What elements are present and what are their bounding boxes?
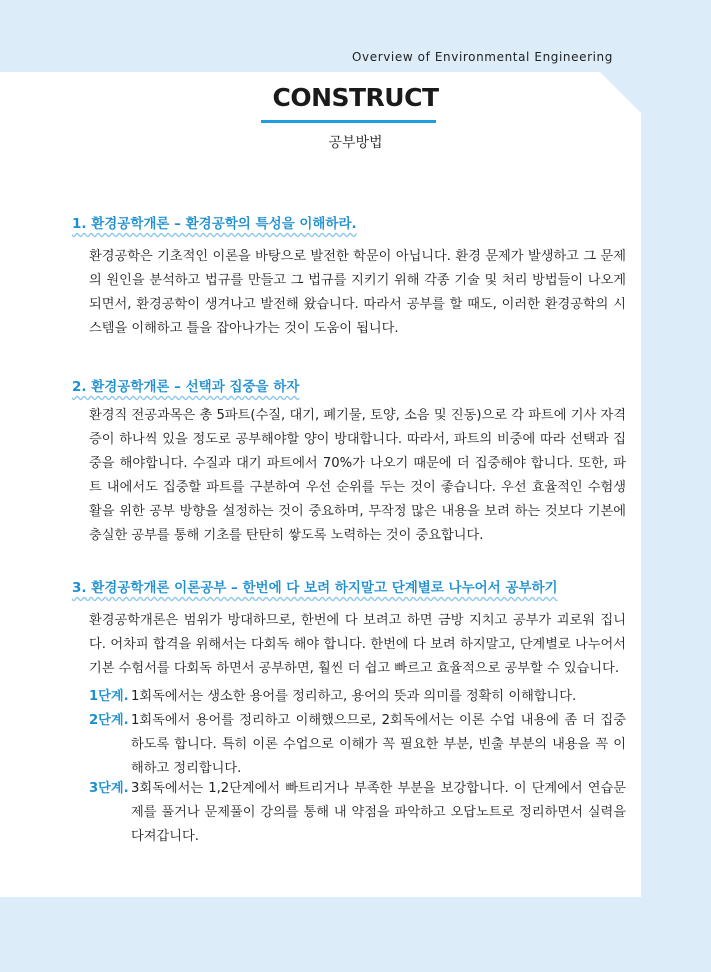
section-2-paragraph: 환경직 전공과목은 총 5파트(수질, 대기, 폐기물, 토양, 소음 및 진동)으로 각 파트에 기사 자격증이 하나씩 있을 정도로 공부해야할 양이 방대합니다. 따라서, 파트의 비중에 따라 선택과 집중을 해야합니다. 수질과 대기 파트에서 70%가 나오기 때문에 더 집중해야 합니다. 또한, 파트 내에서도 집중할 파트를 구분하여 우선 순위를 두는 것이 좋습니다. 우선 효율적인 수험생활을 위한 공부 방향을 설정하는 것이 중요하며, 무작정 많은 내용을 보려 하는 것보다 기본에 충실한 공부를 통해 기초를 탄탄히 쌓도록 노력하는 것이 중요합니다. [89, 408, 626, 543]
step-3-text: 3회독에서는 1,2단계에서 빠트리거나 부족한 부분을 보강합니다. 이 단계에서 연습문제를 풀거나 문제풀이 강의를 통해 내 약점을 파악하고 오답노트로 정리하면서 실력을 다져갑니다. [131, 781, 626, 844]
step-1-label: 1단계. [89, 689, 129, 704]
section-1-heading: 1. 환경공학개론 – 환경공학의 특성을 이해하라. [72, 216, 357, 232]
section-3-heading: 3. 환경공학개론 이론공부 – 한번에 다 보려 하지말고 단계별로 나누어서 공부하기 [72, 580, 558, 596]
page-subtitle: 공부방법 [328, 135, 383, 151]
step-1-text: 1회독에서는 생소한 용어를 정리하고, 용어의 뜻과 의미를 정확히 이해합니다. [131, 689, 577, 704]
title-underline [261, 120, 436, 123]
step-1 [89, 685, 626, 709]
step-2-text: 1회독에서 용어를 정리하고 이해했으므로, 2회독에서는 이론 수업 내용에 좀 더 집중하도록 합니다. 특히 이론 수업으로 이해가 꼭 필요한 부분, 빈출 부분의 내용을 꼭 이해하고 정리합니다. [131, 713, 626, 776]
section-3-paragraph: 환경공학개론은 범위가 방대하므로, 한번에 다 보려고 하면 금방 지치고 공부가 괴로워 집니다. 어차피 합격을 위해서는 다회독 해야 합니다. 한번에 다 보려 하지말고, 단계별로 나누어서 기본 수험서를 다회독 하면서 공부하면, 훨씬 더 쉽고 빠르고 효율적으로 공부할 수 있습니다. [89, 613, 626, 676]
step-3-label: 3단계. [89, 781, 129, 796]
section-2-heading: 2. 환경공학개론 – 선택과 집중을 하자 [72, 379, 300, 395]
step-2-label: 2단계. [89, 713, 129, 728]
step-3 [89, 777, 626, 849]
step-2 [89, 709, 626, 781]
section-1-paragraph: 환경공학은 기초적인 이론을 바탕으로 발전한 학문이 아닙니다. 환경 문제가 발생하고 그 문제의 원인을 분석하고 법규를 만들고 그 법규를 지키기 위해 각종 기술 및 처리 방법들이 나오게 되면서, 환경공학이 생겨나고 발전해 왔습니다. 따라서 공부를 할 때도, 이러한 환경공학의 시스템을 이해하고 틀을 잡아나가는 것이 도움이 됩니다. [89, 249, 626, 336]
running-head: Overview of Environmental Engineering [351, 50, 613, 64]
page-title: CONSTRUCT [272, 83, 439, 112]
